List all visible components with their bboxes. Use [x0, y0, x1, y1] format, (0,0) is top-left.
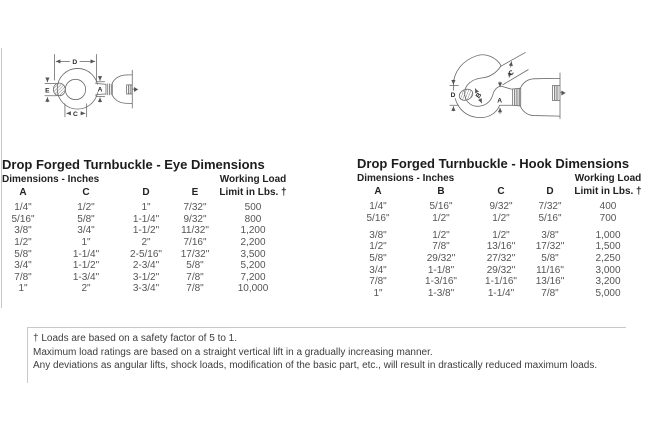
cell-a: 5/16" [366, 212, 390, 224]
table-subheader [2, 174, 287, 187]
dim-label-d: D [72, 58, 78, 66]
dimension-c [500, 52, 528, 85]
dim-label-c: C [73, 110, 78, 118]
cell-e: 7/8" [186, 283, 204, 295]
turnbuckle-body [521, 73, 566, 119]
threaded-stud [511, 88, 520, 106]
cell-b: 1-1/8" [427, 264, 455, 276]
cell-d: 1-1/4" [132, 213, 160, 225]
column-header-d: D [546, 186, 554, 197]
cell-b: 1-3/16" [425, 276, 457, 288]
table-row [357, 253, 639, 265]
table-body [357, 201, 639, 300]
cell-d: 11/16" [536, 264, 564, 276]
cell-d: 2" [141, 236, 151, 248]
hook-shape [450, 55, 511, 118]
turnbuckle-body [112, 70, 138, 109]
cell-a: 7/8" [14, 271, 32, 283]
cell-a: 5/8" [14, 248, 32, 260]
cell-b: 1-3/8" [427, 287, 455, 299]
table-row [2, 214, 284, 226]
cell-b: 1/2" [432, 229, 450, 241]
footnote-safety-factor: † Loads are based on a safety factor of 5 to 1. [33, 333, 238, 344]
cell-wll: 1,500 [595, 241, 621, 253]
table-title: Drop Forged Turnbuckle - Hook Dimensions [357, 156, 630, 171]
cell-wll: 500 [244, 202, 262, 213]
cell-a: 3/8" [14, 225, 32, 237]
cell-c: 1" [81, 236, 91, 248]
footnote-deviations: Any deviations as angular lifts, shock loads, modification of the basic part, etc., will result in drastically reduced maximum loads. [33, 360, 598, 371]
table-row [357, 213, 639, 225]
cell-c: 9/32" [489, 201, 513, 212]
table-row [357, 201, 639, 213]
cell-wll: 7,200 [240, 271, 266, 283]
column-header-c: C [82, 187, 90, 198]
working-load-label: Working Load [574, 173, 642, 184]
cell-d: 3/8" [541, 229, 559, 241]
cell-e: 7/32" [183, 202, 207, 213]
cell-a: 1/2" [14, 236, 32, 248]
cell-c: 27/32" [486, 253, 516, 265]
cell-d: 1" [141, 202, 151, 213]
cell-d: 2-3/4" [132, 260, 160, 272]
column-header-d: D [142, 187, 150, 198]
dim-label-a: A [97, 86, 103, 94]
cell-a: 1/4" [14, 202, 32, 213]
cell-c: 5/8" [77, 213, 95, 225]
threaded-stud [106, 84, 111, 96]
cell-a: 1" [18, 283, 28, 295]
column-header-row [2, 187, 287, 199]
cell-e: 7/16" [183, 236, 207, 248]
column-header-wll: Limit in Lbs. † [574, 186, 642, 197]
cell-d: 7/32" [538, 201, 562, 212]
table-row [2, 202, 284, 214]
table-row [357, 276, 639, 288]
dim-label-a: A [497, 97, 503, 105]
cell-e: 7/8" [186, 271, 204, 283]
column-header-wll: Limit in Lbs. † [219, 187, 287, 198]
cell-d: 5/16" [538, 212, 562, 224]
cell-a: 1" [373, 287, 383, 299]
cell-d: 7/8" [541, 287, 559, 299]
cell-c: 1/2" [492, 229, 510, 241]
dimensions-inches-label: Dimensions - Inches [357, 173, 455, 184]
table-row [357, 241, 639, 253]
cell-wll: 5,200 [240, 260, 266, 272]
cell-wll: 3,500 [240, 248, 266, 260]
column-header-c: C [497, 186, 505, 197]
cell-c: 2" [81, 283, 91, 295]
table-subheader [357, 173, 642, 186]
cell-e: 11/32" [181, 225, 209, 237]
table-row [357, 265, 639, 277]
table-row [357, 288, 639, 300]
cell-b: 1/2" [432, 212, 450, 224]
cell-a: 7/8" [369, 276, 387, 288]
column-header-a: A [19, 187, 27, 198]
dim-label-b: B [474, 91, 484, 100]
table-row [2, 283, 284, 295]
column-header-e: E [191, 187, 199, 198]
cell-wll: 2,250 [595, 253, 621, 265]
table-row [2, 249, 284, 261]
table-title: Drop Forged Turnbuckle - Eye Dimensions [2, 157, 265, 172]
cell-c: 1-1/2" [72, 260, 100, 272]
cell-wll: 800 [244, 213, 262, 225]
column-header-a: A [374, 186, 382, 197]
table-row [2, 272, 284, 284]
cell-c: 1/2" [492, 212, 510, 224]
cell-c: 29/32" [486, 264, 516, 276]
column-header-b: B [437, 186, 445, 197]
dimensions-inches-label: Dimensions - Inches [2, 174, 100, 185]
table-row [357, 230, 639, 242]
cell-b: 5/16" [429, 201, 453, 212]
cell-a: 3/8" [369, 229, 387, 241]
working-load-label: Working Load [219, 174, 287, 185]
cell-b: 29/32" [426, 253, 456, 265]
cell-a: 1/4" [369, 201, 387, 212]
cell-wll: 2,200 [240, 236, 266, 248]
dim-label-e: E [45, 87, 50, 95]
cell-c: 1/2" [77, 202, 95, 213]
cell-d: 17/32" [535, 241, 565, 253]
cell-c: 1-1/16" [485, 276, 517, 288]
cell-wll: 400 [599, 201, 617, 212]
dim-label-c: C [507, 69, 516, 78]
cell-wll: 1,000 [595, 229, 621, 241]
cell-e: 9/32" [183, 213, 207, 225]
dim-label-d: D [450, 91, 456, 99]
cell-a: 3/4" [369, 264, 387, 276]
footnote-load-ratings: Maximum load ratings are based on a straight vertical lift in a gradually increasing manner. [33, 346, 433, 358]
cell-d: 2-5/16" [130, 248, 162, 260]
cell-e: 5/8" [186, 260, 204, 272]
cell-wll: 5,000 [595, 287, 621, 299]
table-row [2, 225, 284, 237]
cell-d: 3-3/4" [132, 283, 160, 295]
table-row [2, 260, 284, 272]
cell-wll: 700 [599, 212, 617, 224]
cell-wll: 3,200 [595, 276, 621, 288]
hook-turnbuckle-diagram [408, 46, 604, 154]
cell-wll: 3,000 [595, 264, 621, 276]
cell-d: 5/8" [541, 253, 559, 265]
hook-dimensions-table [357, 156, 642, 300]
cell-wll: 1,200 [240, 225, 266, 237]
cell-a: 5/8" [369, 253, 387, 265]
cell-c: 3/4" [77, 225, 95, 237]
cell-d: 13/16" [535, 276, 565, 288]
table-row [2, 237, 284, 249]
cell-a: 5/16" [11, 213, 35, 225]
cell-c: 13/16" [486, 241, 516, 253]
cell-e: 17/32" [180, 248, 210, 260]
eye-turnbuckle-diagram [0, 46, 200, 154]
column-header-row [357, 186, 642, 198]
cell-c: 1-3/4" [72, 271, 100, 283]
table-body [2, 202, 284, 295]
cell-c: 1-1/4" [72, 248, 100, 260]
cell-d: 3-1/2" [132, 271, 160, 283]
eye-dimensions-table [2, 157, 287, 295]
cell-wll: 10,000 [237, 283, 269, 295]
cell-a: 3/4" [14, 260, 32, 272]
cell-d: 1-1/2" [132, 225, 160, 237]
cell-b: 7/8" [432, 241, 450, 253]
cell-c: 1-1/4" [487, 287, 515, 299]
cell-a: 1/2" [369, 241, 387, 253]
footnotes-box [27, 327, 626, 383]
